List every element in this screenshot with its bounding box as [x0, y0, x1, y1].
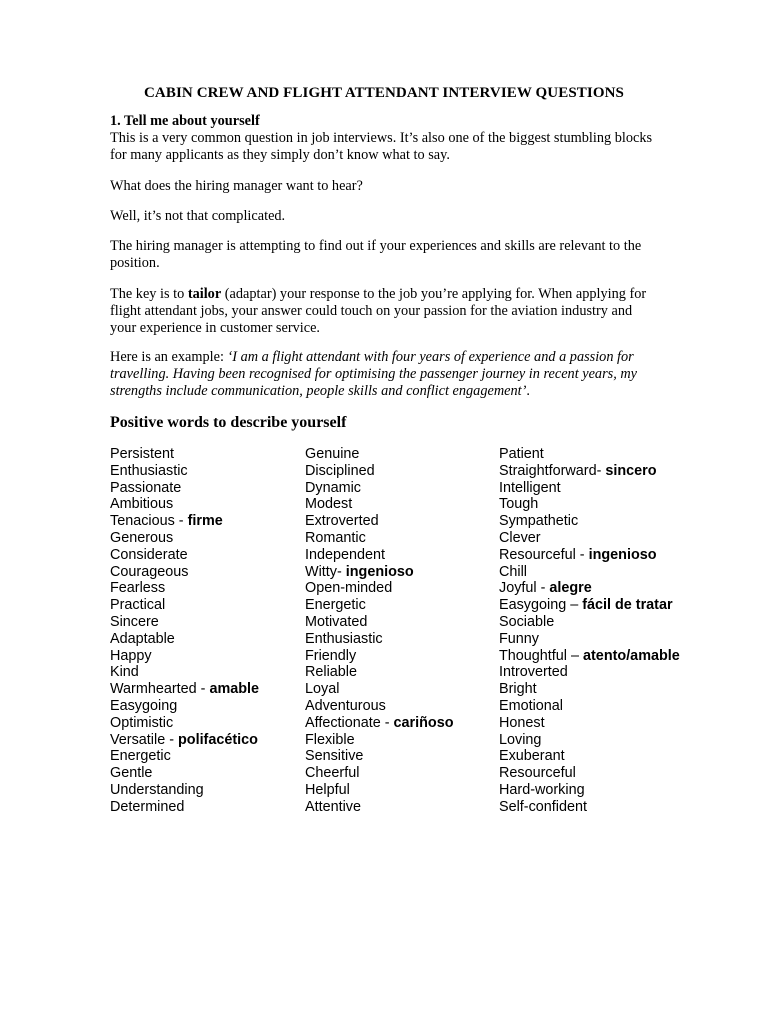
question-heading: 1. Tell me about yourself	[110, 113, 260, 129]
example-prefix: Here is an example:	[110, 349, 228, 365]
word-text: Sensitive	[305, 748, 364, 765]
word-item	[305, 681, 454, 698]
word-text: Intelligent	[499, 479, 561, 496]
word-column-1	[110, 446, 259, 816]
word-item	[305, 648, 454, 665]
word-item	[499, 698, 680, 715]
word-text: Attentive	[305, 798, 361, 815]
word-text: Gentle	[110, 765, 153, 782]
word-text: Courageous	[110, 563, 189, 580]
word-text: Funny	[499, 630, 539, 647]
word-text: Bright	[499, 681, 537, 698]
word-item	[499, 614, 680, 631]
word-item	[499, 664, 680, 681]
word-item	[499, 564, 680, 581]
word-item	[499, 631, 680, 648]
word-text: Tenacious -	[110, 513, 188, 530]
word-item	[110, 580, 259, 597]
paragraph-answer: Well, it’s not that complicated.	[110, 208, 286, 224]
word-text: Joyful -	[499, 580, 550, 597]
word-text: Independent	[305, 546, 386, 563]
word-item	[305, 580, 454, 597]
key-prefix: The key is to	[110, 286, 188, 302]
word-text: Ambitious	[110, 496, 174, 513]
word-item	[110, 564, 259, 581]
paragraph-key	[110, 286, 658, 337]
paragraph-question: What does the hiring manager want to hear?	[110, 178, 363, 194]
word-item	[110, 631, 259, 648]
word-text: Emotional	[499, 697, 563, 714]
word-item	[110, 480, 259, 497]
word-item	[499, 732, 680, 749]
word-translation: cariñoso	[393, 714, 454, 731]
word-item	[305, 715, 454, 732]
word-text: Persistent	[110, 446, 174, 462]
word-item	[110, 530, 259, 547]
word-item	[305, 547, 454, 564]
word-text: Cheerful	[305, 765, 360, 782]
word-item	[305, 480, 454, 497]
word-item	[499, 547, 680, 564]
word-text: Sincere	[110, 613, 159, 630]
word-text: Self-confident	[499, 798, 587, 815]
word-item	[499, 799, 680, 816]
word-text: Understanding	[110, 781, 204, 798]
word-item	[110, 446, 259, 463]
word-text: Versatile -	[110, 731, 178, 748]
word-text: Adaptable	[110, 630, 175, 647]
word-item	[305, 748, 454, 765]
word-text: Determined	[110, 798, 185, 815]
word-item	[305, 614, 454, 631]
word-text: Easygoing	[110, 697, 178, 714]
word-text: Fearless	[110, 580, 166, 597]
word-text: Warmhearted -	[110, 681, 210, 698]
word-item	[499, 765, 680, 782]
word-text: Adventurous	[305, 697, 386, 714]
word-text: Hard-working	[499, 781, 585, 798]
word-text: Genuine	[305, 446, 360, 462]
word-item	[499, 480, 680, 497]
key-bold-word: tailor	[187, 286, 222, 302]
word-item	[305, 463, 454, 480]
word-item	[110, 463, 259, 480]
word-text: Sociable	[499, 613, 555, 630]
word-translation: firme	[187, 513, 223, 530]
word-item	[499, 597, 680, 614]
paragraph-hiring-manager: The hiring manager is attempting to find out if your experiences and skills are relevant to the position.	[110, 238, 642, 271]
word-item	[305, 765, 454, 782]
example-quote: ‘I am a flight attendant with four years of experience and a passion for travelling. Having been recognised for optimising the passenger journey in recent years, my strengths include communication, people skills and conflict engagement’	[110, 349, 638, 399]
word-item	[499, 513, 680, 530]
word-translation: ingenioso	[588, 546, 657, 563]
word-item	[499, 648, 680, 665]
word-item	[499, 496, 680, 513]
word-translation: atento/amable	[583, 647, 680, 664]
word-item	[110, 648, 259, 665]
word-text: Sympathetic	[499, 513, 579, 530]
word-item	[305, 530, 454, 547]
word-text: Tough	[499, 496, 539, 513]
word-item	[305, 782, 454, 799]
word-text: Affectionate -	[305, 714, 394, 731]
word-text: Practical	[110, 597, 166, 614]
word-translation: polifacético	[177, 731, 258, 748]
word-item	[305, 799, 454, 816]
word-text: Extroverted	[305, 513, 379, 530]
word-text: Modest	[305, 496, 353, 513]
word-item	[305, 732, 454, 749]
word-item	[110, 732, 259, 749]
word-text: Loving	[499, 731, 542, 748]
word-item	[499, 681, 680, 698]
word-item	[499, 580, 680, 597]
word-item	[499, 530, 680, 547]
word-item	[110, 664, 259, 681]
word-item	[110, 782, 259, 799]
word-text: Honest	[499, 714, 545, 731]
word-text: Loyal	[305, 681, 340, 698]
word-item	[305, 664, 454, 681]
word-translation: amable	[209, 681, 260, 698]
word-text: Straightforward-	[499, 462, 606, 479]
word-item	[110, 715, 259, 732]
word-text: Patient	[499, 446, 544, 462]
word-item	[110, 799, 259, 816]
example-suffix: .	[526, 383, 530, 399]
word-item	[305, 631, 454, 648]
word-item	[305, 513, 454, 530]
word-item	[110, 748, 259, 765]
word-item	[110, 614, 259, 631]
word-item	[110, 698, 259, 715]
key-suffix: (adaptar) your response to the job you’re applying for. When applying for flight attendant jobs, your answer could touch on your passion for the aviation industry and your experience in customer service.	[110, 286, 647, 336]
word-text: Romantic	[305, 529, 366, 546]
word-item	[110, 513, 259, 530]
positive-words-heading: Positive words to describe yourself	[110, 414, 347, 431]
word-text: Dynamic	[305, 479, 361, 496]
word-text: Optimistic	[110, 714, 174, 731]
word-translation: alegre	[549, 580, 592, 597]
word-text: Energetic	[305, 597, 366, 614]
word-text: Generous	[110, 529, 174, 546]
word-text: Flexible	[305, 731, 355, 748]
word-item	[110, 547, 259, 564]
word-column-2	[305, 446, 454, 816]
word-text: Resourceful -	[499, 546, 589, 563]
word-column-3	[499, 446, 680, 816]
paragraph-example	[110, 349, 658, 400]
word-item	[499, 715, 680, 732]
word-translation: ingenioso	[345, 563, 414, 580]
word-text: Resourceful	[499, 765, 576, 782]
word-text: Enthusiastic	[305, 630, 383, 647]
word-item	[305, 446, 454, 463]
word-item	[110, 681, 259, 698]
word-text: Chill	[499, 563, 527, 580]
word-item	[305, 496, 454, 513]
word-text: Motivated	[305, 613, 368, 630]
word-item	[110, 496, 259, 513]
word-text: Exuberant	[499, 748, 565, 765]
word-translation: fácil de tratar	[582, 597, 673, 614]
document-title: CABIN CREW AND FLIGHT ATTENDANT INTERVIEW QUESTIONS	[144, 85, 624, 101]
word-text: Enthusiastic	[110, 462, 188, 479]
word-item	[499, 463, 680, 480]
word-text: Kind	[110, 664, 139, 681]
word-text: Disciplined	[305, 462, 375, 479]
word-item	[305, 698, 454, 715]
word-text: Energetic	[110, 748, 171, 765]
word-item	[305, 564, 454, 581]
word-text: Considerate	[110, 546, 188, 563]
word-translation: sincero	[605, 462, 657, 479]
word-text: Friendly	[305, 647, 357, 664]
word-text: Witty-	[305, 563, 346, 580]
word-item	[305, 597, 454, 614]
word-item	[499, 446, 680, 463]
word-item	[110, 597, 259, 614]
word-text: Passionate	[110, 479, 182, 496]
word-text: Reliable	[305, 664, 357, 681]
word-text: Thoughtful –	[499, 647, 584, 664]
word-item	[499, 782, 680, 799]
word-item	[110, 765, 259, 782]
word-text: Helpful	[305, 781, 350, 798]
paragraph-intro: This is a very common question in job interviews. It’s also one of the biggest stumbling blocks for many applicants as they simply don’t know what to say.	[110, 130, 653, 163]
word-text: Open-minded	[305, 580, 393, 597]
word-item	[499, 748, 680, 765]
word-text: Clever	[499, 529, 541, 546]
word-text: Introverted	[499, 664, 568, 681]
word-text: Easygoing –	[499, 597, 583, 614]
word-text: Happy	[110, 647, 152, 664]
